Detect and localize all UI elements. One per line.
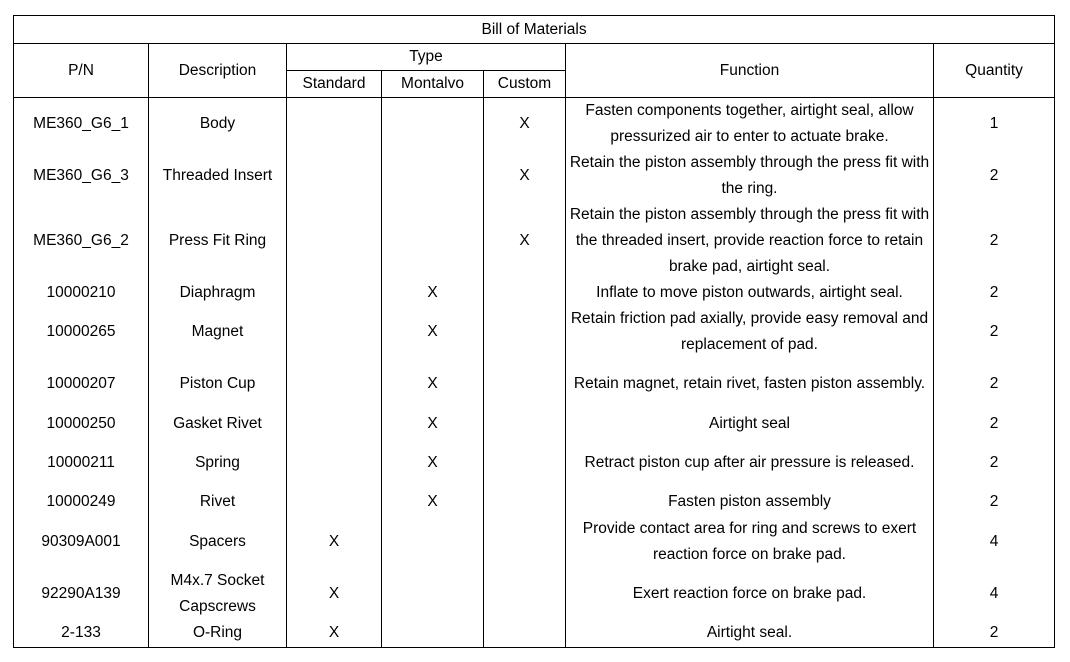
cell-standard — [287, 150, 382, 202]
cell-description: Spring — [149, 438, 287, 488]
cell-montalvo: X — [382, 358, 484, 409]
cell-description: Diaphragm — [149, 280, 287, 306]
cell-pn: ME360_G6_1 — [14, 98, 149, 151]
cell-standard: X — [287, 568, 382, 620]
cell-standard — [287, 358, 382, 409]
cell-standard: X — [287, 620, 382, 647]
cell-function: Retain magnet, retain rivet, fasten piston assembly. — [566, 358, 934, 409]
cell-quantity: 2 — [934, 438, 1055, 488]
cell-custom — [484, 358, 566, 409]
cell-pn: ME360_G6_2 — [14, 202, 149, 280]
cell-custom — [484, 409, 566, 438]
cell-quantity: 4 — [934, 516, 1055, 568]
table-row — [14, 150, 1055, 202]
cell-pn: 10000249 — [14, 488, 149, 516]
cell-montalvo: X — [382, 438, 484, 488]
cell-quantity: 2 — [934, 488, 1055, 516]
cell-description: Threaded Insert — [149, 150, 287, 202]
header-montalvo: Montalvo — [382, 71, 484, 98]
cell-quantity: 2 — [934, 358, 1055, 409]
table-row — [14, 202, 1055, 280]
cell-pn: 92290A139 — [14, 568, 149, 620]
cell-standard: X — [287, 516, 382, 568]
cell-function: Airtight seal — [566, 409, 934, 438]
cell-description: Press Fit Ring — [149, 202, 287, 280]
cell-function: Fasten piston assembly — [566, 488, 934, 516]
table-row — [14, 306, 1055, 358]
cell-function: Retract piston cup after air pressure is released. — [566, 438, 934, 488]
cell-custom — [484, 620, 566, 647]
table-row — [14, 280, 1055, 306]
cell-quantity: 2 — [934, 150, 1055, 202]
cell-quantity: 1 — [934, 98, 1055, 151]
cell-function: Retain friction pad axially, provide easy removal and replacement of pad. — [566, 306, 934, 358]
cell-custom: X — [484, 98, 566, 151]
cell-pn: 2-133 — [14, 620, 149, 647]
cell-pn: 10000265 — [14, 306, 149, 358]
cell-pn: 10000211 — [14, 438, 149, 488]
header-custom: Custom — [484, 71, 566, 98]
cell-description: O-Ring — [149, 620, 287, 647]
cell-quantity: 2 — [934, 409, 1055, 438]
cell-quantity: 2 — [934, 306, 1055, 358]
cell-function: Retain the piston assembly through the press fit with the ring. — [566, 150, 934, 202]
cell-standard — [287, 306, 382, 358]
cell-montalvo — [382, 150, 484, 202]
cell-pn: 90309A001 — [14, 516, 149, 568]
cell-montalvo — [382, 568, 484, 620]
cell-function: Retain the piston assembly through the press fit with the threaded insert, provide reaction force to retain brake pad, airtight seal. — [566, 202, 934, 280]
table-title: Bill of Materials — [14, 16, 1055, 44]
cell-standard — [287, 488, 382, 516]
cell-standard — [287, 409, 382, 438]
cell-pn: ME360_G6_3 — [14, 150, 149, 202]
cell-montalvo: X — [382, 488, 484, 516]
table-row — [14, 620, 1055, 647]
cell-description: Piston Cup — [149, 358, 287, 409]
cell-standard — [287, 438, 382, 488]
cell-pn: 10000207 — [14, 358, 149, 409]
cell-standard — [287, 98, 382, 151]
cell-custom — [484, 516, 566, 568]
cell-quantity: 2 — [934, 280, 1055, 306]
cell-pn: 10000210 — [14, 280, 149, 306]
cell-montalvo: X — [382, 306, 484, 358]
header-quantity: Quantity — [934, 44, 1055, 98]
cell-custom — [484, 280, 566, 306]
cell-montalvo: X — [382, 409, 484, 438]
header-pn: P/N — [14, 44, 149, 98]
cell-custom — [484, 568, 566, 620]
cell-function: Provide contact area for ring and screws to exert reaction force on brake pad. — [566, 516, 934, 568]
cell-quantity: 4 — [934, 568, 1055, 620]
cell-standard — [287, 280, 382, 306]
bill-of-materials-table — [13, 15, 1055, 648]
cell-montalvo: X — [382, 280, 484, 306]
cell-montalvo — [382, 202, 484, 280]
header-type: Type — [287, 44, 566, 71]
header-function: Function — [566, 44, 934, 98]
table-row — [14, 568, 1055, 620]
cell-description: Gasket Rivet — [149, 409, 287, 438]
cell-montalvo — [382, 516, 484, 568]
table-row — [14, 409, 1055, 438]
table-row — [14, 358, 1055, 409]
table-body — [14, 98, 1055, 648]
table-row — [14, 438, 1055, 488]
cell-custom: X — [484, 202, 566, 280]
cell-montalvo — [382, 98, 484, 151]
cell-custom — [484, 306, 566, 358]
cell-custom — [484, 438, 566, 488]
table-row — [14, 488, 1055, 516]
cell-description: Magnet — [149, 306, 287, 358]
cell-description: Body — [149, 98, 287, 151]
table-row — [14, 516, 1055, 568]
cell-custom: X — [484, 150, 566, 202]
header-standard: Standard — [287, 71, 382, 98]
cell-description: Spacers — [149, 516, 287, 568]
cell-function: Fasten components together, airtight seal, allow pressurized air to enter to actuate brake. — [566, 98, 934, 151]
cell-function: Airtight seal. — [566, 620, 934, 647]
cell-standard — [287, 202, 382, 280]
cell-function: Inflate to move piston outwards, airtight seal. — [566, 280, 934, 306]
cell-pn: 10000250 — [14, 409, 149, 438]
cell-montalvo — [382, 620, 484, 647]
cell-quantity: 2 — [934, 620, 1055, 647]
cell-description: Rivet — [149, 488, 287, 516]
cell-quantity: 2 — [934, 202, 1055, 280]
cell-function: Exert reaction force on brake pad. — [566, 568, 934, 620]
table-row — [14, 98, 1055, 151]
cell-custom — [484, 488, 566, 516]
cell-description: M4x.7 Socket Capscrews — [149, 568, 287, 620]
header-description: Description — [149, 44, 287, 98]
